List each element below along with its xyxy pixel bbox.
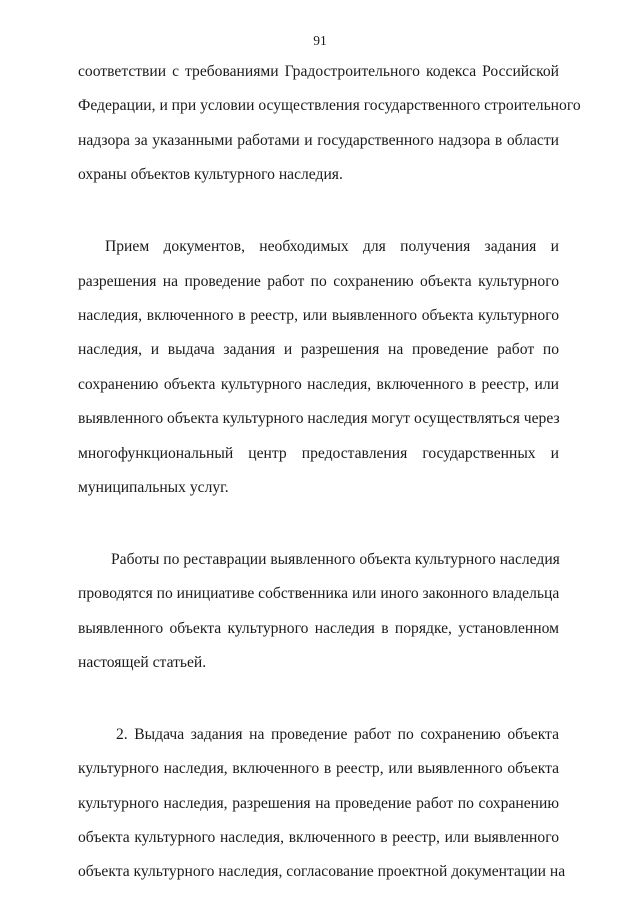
- text-line: надзора за указанными работами и государственного надзора в области: [78, 131, 559, 149]
- text-line: наследия, и выдача задания и разрешения на проведение работ по: [78, 341, 559, 359]
- text-line: Федерации, и при условии осуществления государственного строительного: [78, 97, 581, 115]
- text-line: соответствии с требованиями Градостроительного кодекса Российской: [78, 63, 559, 80]
- text-line: сохранению объекта культурного наследия, включенного в реестр, или: [78, 375, 559, 393]
- text-line: культурного наследия, включенного в реестр, или выявленного объекта: [78, 760, 559, 778]
- text-line: культурного наследия, разрешения на проведение работ по сохранению: [78, 794, 559, 812]
- text-line: охраны объектов культурного наследия.: [78, 166, 343, 184]
- page-number: 91: [313, 33, 327, 48]
- paragraph-spacer: [78, 512, 559, 550]
- paragraph-documents: [78, 237, 559, 512]
- paragraph-restoration: [78, 550, 559, 688]
- text-line: многофункциональный центр предоставления государственных и: [78, 444, 559, 462]
- text-line: объекта культурного наследия, включенного в реестр, или выявленного: [78, 828, 559, 846]
- text-line: 2. Выдача задания на проведение работ по сохранению объекта: [116, 725, 559, 743]
- text-line: проводятся по инициативе собственника или иного законного владельца: [78, 585, 560, 603]
- paragraph-item-2: [78, 725, 566, 897]
- paragraph-spacer: [78, 688, 559, 725]
- text-line: выявленного объекта культурного наследия в порядке, установленном: [78, 619, 559, 637]
- text-line: наследия, включенного в реестр, или выявленного объекта культурного: [78, 307, 559, 325]
- text-line: муниципальных услуг.: [78, 478, 229, 496]
- text-line: настоящей статьей.: [78, 654, 207, 672]
- text-line: выявленного объекта культурного наследия могут осуществляться через: [78, 410, 560, 428]
- text-line: Прием документов, необходимых для получения задания и: [105, 238, 559, 256]
- text-line: объекта культурного наследия, согласование проектной документации на: [78, 863, 566, 881]
- text-line: разрешения на проведение работ по сохранению объекта культурного: [78, 272, 559, 290]
- paragraph-continuation: [78, 62, 581, 200]
- text-line: Работы по реставрации выявленного объекта культурного наследия: [111, 551, 560, 569]
- paragraph-spacer: [78, 200, 559, 238]
- document-body: [78, 62, 581, 897]
